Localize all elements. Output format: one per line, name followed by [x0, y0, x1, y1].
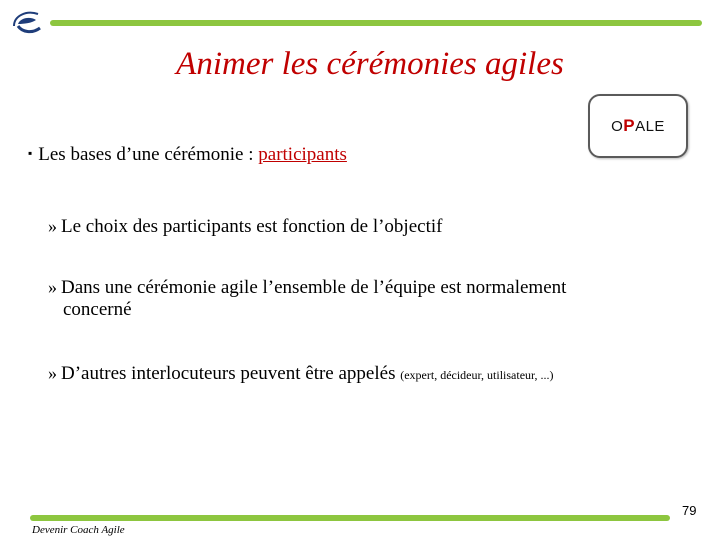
arrow-bullet-icon: » — [48, 216, 57, 236]
bottom-rule — [30, 515, 670, 521]
arrow-bullet-icon: » — [48, 363, 57, 383]
sub-bullet: » D’autres interlocuteurs peuvent être appelés (expert, décideur, utilisateur, ...) — [48, 363, 554, 384]
slide-title: Animer les cérémonies agiles — [176, 46, 564, 82]
square-bullet-icon: ▪ — [28, 146, 33, 160]
main-bullet-highlight: participants — [258, 144, 347, 165]
footer-text: Devenir Coach Agile — [32, 524, 125, 536]
opale-badge-label: OPALE — [611, 116, 665, 135]
e-logo-icon — [10, 8, 46, 38]
page-number: 79 — [682, 503, 697, 518]
main-bullet-text: Les bases d’une cérémonie : — [38, 144, 259, 165]
arrow-bullet-icon: » — [48, 277, 57, 297]
sub-bullet: » Le choix des participants est fonction de l’objectif — [48, 216, 443, 237]
main-bullet — [28, 144, 347, 166]
sub-bullet: » Dans une cérémonie agile l’ensemble de l’équipe est normalement concerné — [48, 277, 567, 320]
opale-badge — [588, 94, 688, 158]
top-rule — [50, 20, 702, 26]
